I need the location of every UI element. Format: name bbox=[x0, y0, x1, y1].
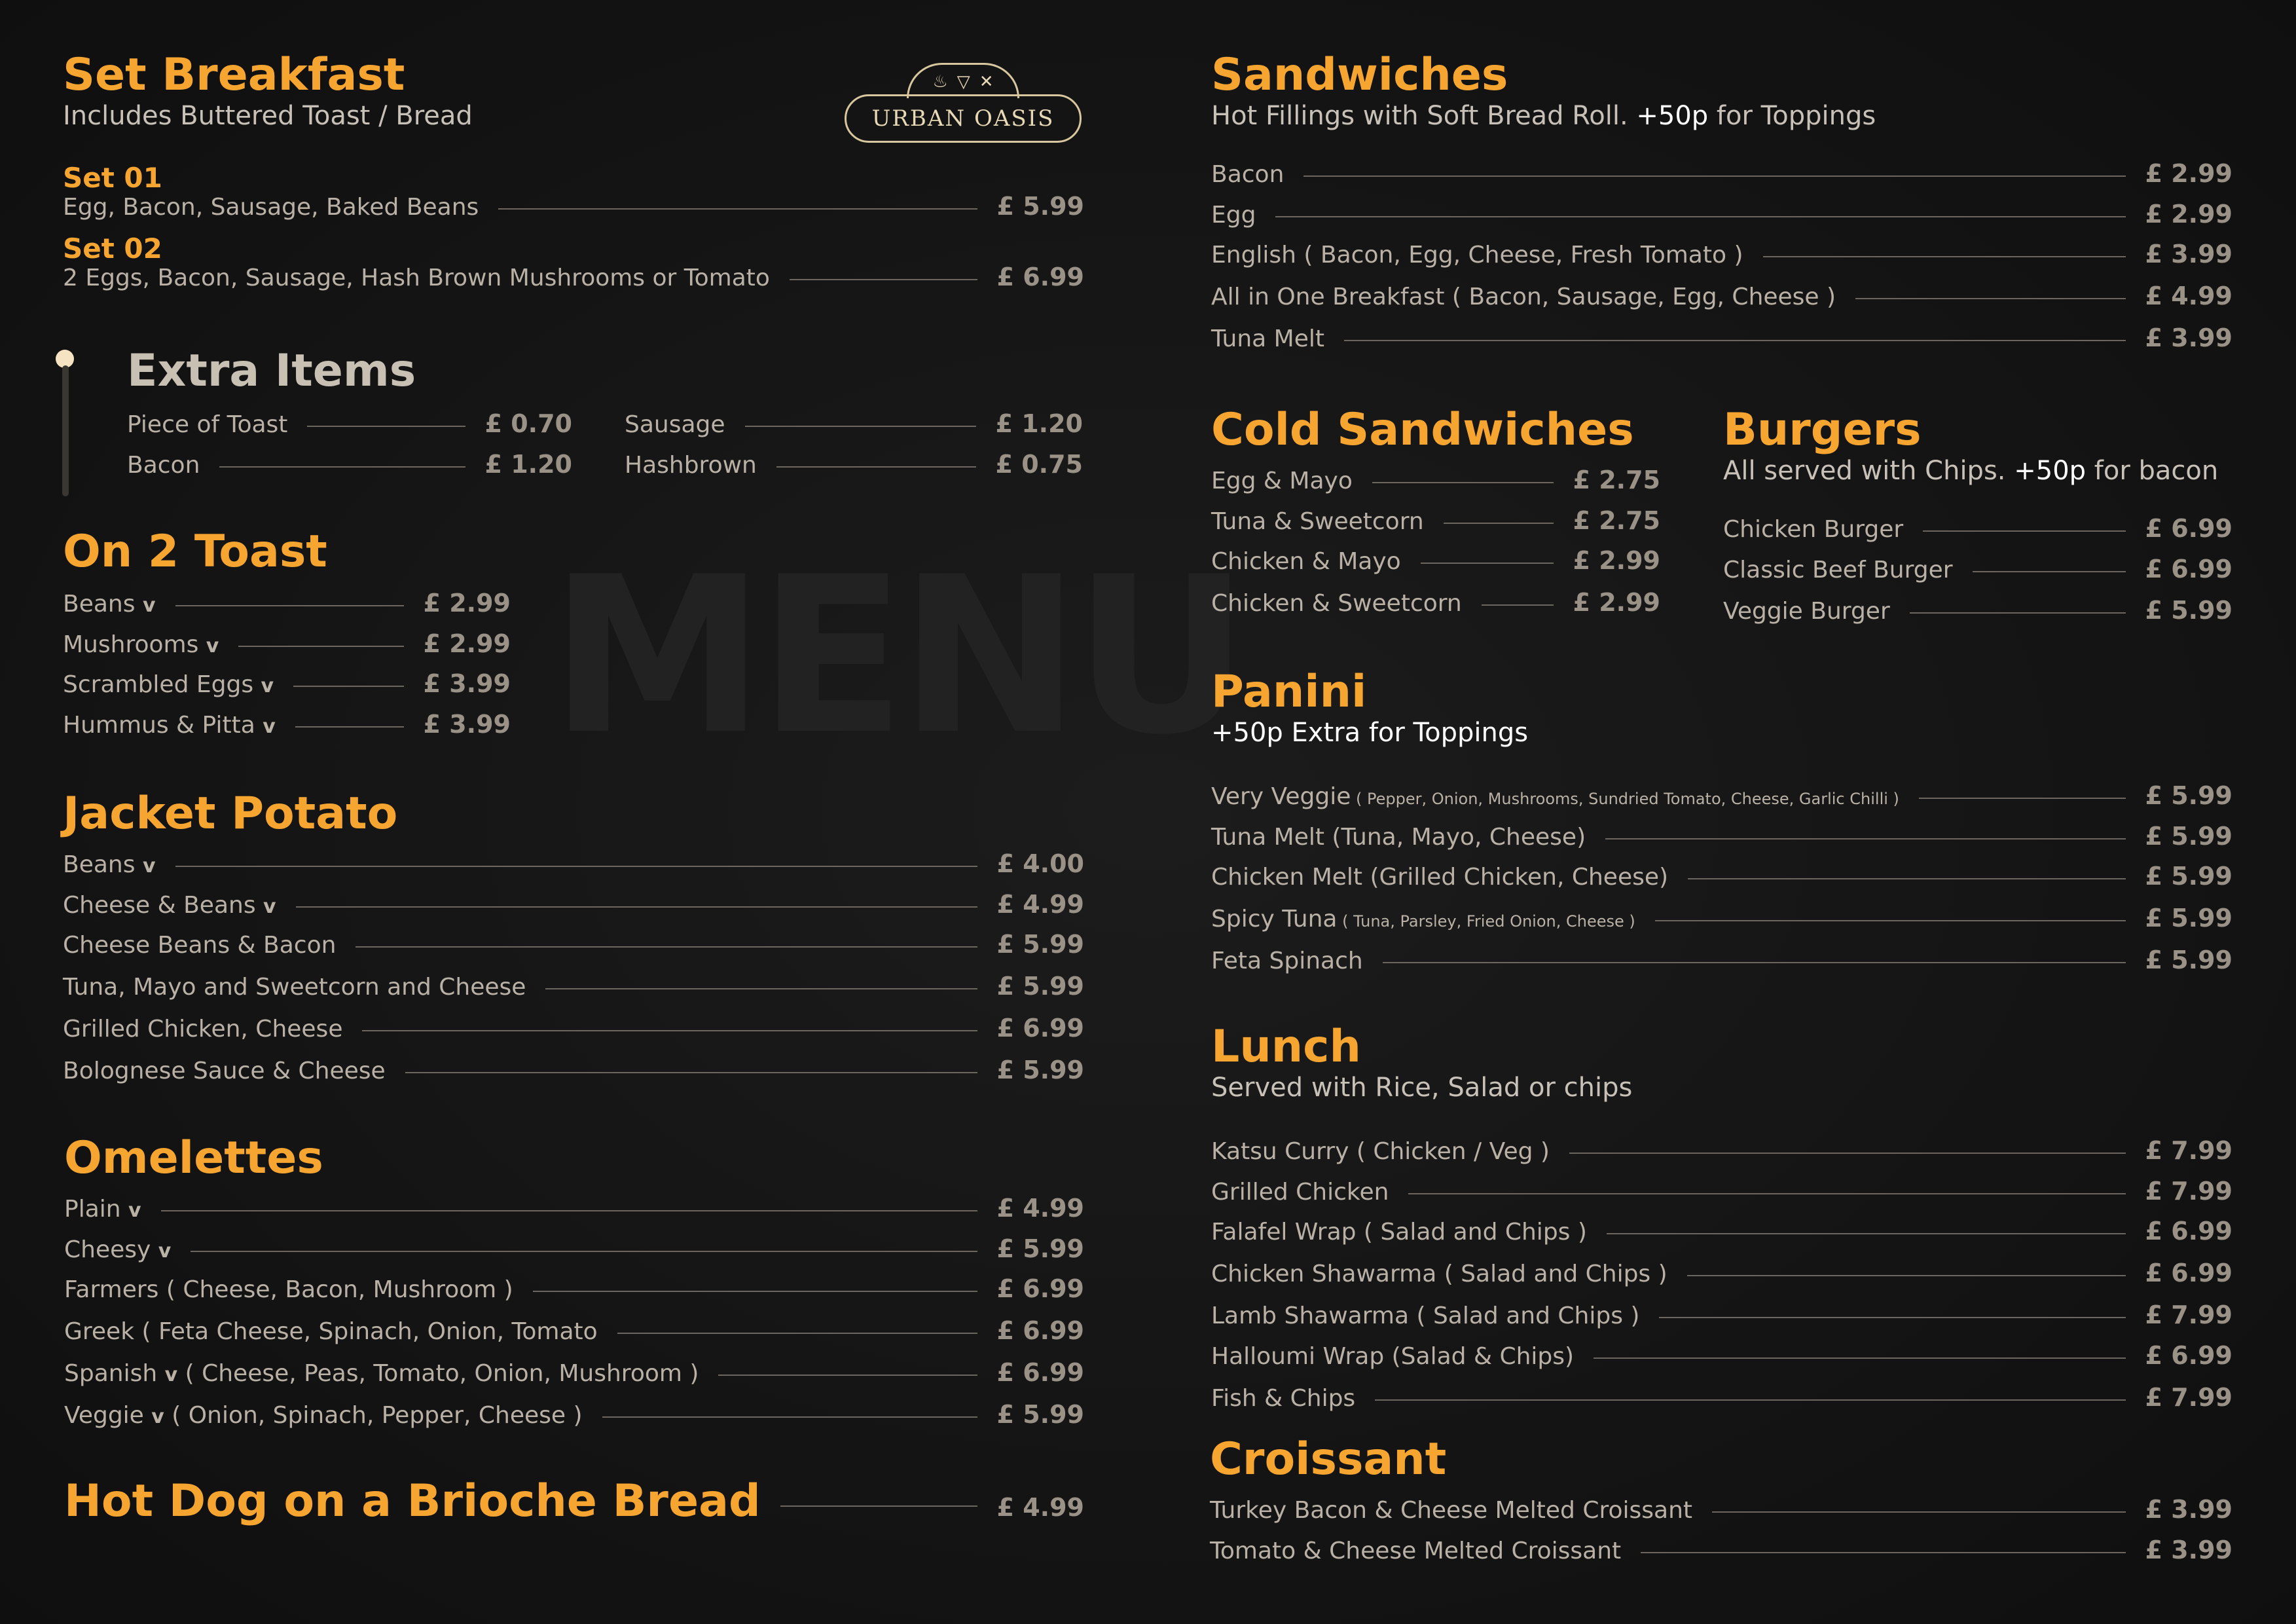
section-subtitle bbox=[1723, 455, 2232, 487]
panini-section bbox=[1211, 668, 2232, 974]
item-price: £ 7.99 bbox=[2145, 1135, 2232, 1165]
item-name: Tomato & Cheese Melted Croissant bbox=[1210, 1537, 1622, 1564]
subtitle-end: for Toppings bbox=[1716, 100, 1876, 131]
item-price: £ 2.99 bbox=[423, 629, 511, 658]
subtitle-end: for bacon bbox=[2094, 455, 2219, 486]
list-item bbox=[1211, 823, 2232, 851]
list-item bbox=[1211, 160, 2232, 188]
item-name: Plain bbox=[64, 1195, 121, 1223]
section-title: Hot Dog on a Brioche Bread bbox=[64, 1475, 761, 1527]
list-item bbox=[63, 851, 1084, 878]
item-name: Halloumi Wrap (Salad & Chips) bbox=[1211, 1342, 1575, 1370]
list-item bbox=[1211, 467, 1660, 494]
list-item bbox=[64, 1359, 1084, 1387]
list-item bbox=[63, 891, 1084, 919]
item-price: £ 2.99 bbox=[2145, 158, 2232, 188]
item-description: ( Onion, Spinach, Pepper, Cheese ) bbox=[164, 1401, 583, 1429]
leader-line bbox=[1375, 1399, 2125, 1401]
list-item bbox=[1211, 241, 2232, 268]
leader-line bbox=[776, 466, 976, 468]
list-item bbox=[64, 1477, 1084, 1526]
item-name: Grilled Chicken, Cheese bbox=[63, 1015, 343, 1043]
item-price: £ 6.99 bbox=[996, 1013, 1084, 1043]
item-price: £ 6.99 bbox=[996, 1274, 1084, 1304]
vegetarian-mark: v bbox=[128, 1198, 141, 1222]
leader-line bbox=[175, 866, 977, 867]
flame-icon: ♨ bbox=[932, 71, 948, 92]
leader-line bbox=[1482, 604, 1554, 606]
section-title: Burgers bbox=[1723, 404, 1922, 456]
item-price: £ 6.99 bbox=[2145, 554, 2232, 583]
section-title: On 2 Toast bbox=[63, 526, 327, 578]
leader-line bbox=[1421, 563, 1554, 564]
item-name: Mushrooms bbox=[63, 631, 199, 658]
item-price: £ 3.99 bbox=[2145, 323, 2232, 352]
item-name: Tuna, Mayo and Sweetcorn and Cheese bbox=[63, 974, 526, 1001]
section-title: Extra Items bbox=[127, 345, 416, 397]
item-name: Spanish bbox=[64, 1359, 158, 1387]
item-name: Chicken & Sweetcorn bbox=[1211, 590, 1462, 618]
vegetarian-mark: v bbox=[206, 634, 219, 657]
item-name: Feta Spinach bbox=[1211, 947, 1363, 974]
list-item bbox=[63, 931, 1084, 959]
item-price: £ 1.20 bbox=[484, 449, 572, 479]
item-price: £ 4.99 bbox=[996, 1493, 1084, 1522]
leader-line bbox=[1444, 523, 1554, 524]
item-name: Falafel Wrap ( Salad and Chips ) bbox=[1211, 1219, 1587, 1246]
leader-line bbox=[718, 1375, 977, 1376]
item-name: Hashbrown bbox=[625, 451, 757, 479]
item-price: £ 2.99 bbox=[1573, 546, 1660, 576]
subtitle-highlight: +50p bbox=[2014, 455, 2086, 486]
leader-line bbox=[790, 279, 977, 280]
leader-line bbox=[219, 466, 465, 468]
item-name: Turkey Bacon & Cheese Melted Croissant bbox=[1210, 1496, 1692, 1524]
sandwiches-section bbox=[1211, 51, 2232, 352]
item-price: £ 4.99 bbox=[996, 889, 1084, 919]
vegetarian-mark: v bbox=[263, 715, 276, 739]
list-item bbox=[63, 1057, 1084, 1084]
item-price: £ 3.99 bbox=[2145, 240, 2232, 269]
section-title: Panini bbox=[1211, 666, 1367, 718]
section-title: Cold Sandwiches bbox=[1211, 404, 1634, 456]
leader-line bbox=[602, 1416, 977, 1418]
item-price: £ 6.99 bbox=[996, 1357, 1084, 1387]
list-item bbox=[1211, 783, 2232, 810]
item-name: Cheese & Beans bbox=[63, 891, 256, 919]
omelettes-section bbox=[64, 1134, 1084, 1429]
leader-line bbox=[745, 426, 976, 427]
list-item bbox=[1211, 1384, 2232, 1412]
item-description: ( Cheese, Peas, Tomato, Onion, Mushroom ) bbox=[177, 1359, 699, 1387]
set-item bbox=[63, 163, 1084, 221]
item-name: Tuna Melt bbox=[1211, 325, 1324, 352]
list-item bbox=[1211, 947, 2232, 974]
item-price: £ 6.99 bbox=[996, 262, 1084, 291]
item-price: £ 3.99 bbox=[423, 710, 511, 739]
item-price: £ 2.99 bbox=[423, 588, 511, 618]
subtitle-highlight: +50p bbox=[1636, 100, 1709, 131]
item-price: £ 5.99 bbox=[996, 191, 1084, 221]
item-price: £ 5.99 bbox=[996, 1399, 1084, 1429]
item-name: Fish & Chips bbox=[1211, 1384, 1356, 1412]
item-name: Chicken Shawarma ( Salad and Chips ) bbox=[1211, 1261, 1667, 1288]
section-title: Lunch bbox=[1211, 1021, 1361, 1073]
leader-line bbox=[1763, 256, 2126, 257]
item-price: £ 0.70 bbox=[484, 409, 572, 438]
item-price: £ 7.99 bbox=[2145, 1300, 2232, 1329]
item-name: Very Veggie bbox=[1211, 783, 1351, 810]
item-name: Chicken & Mayo bbox=[1211, 548, 1401, 576]
leader-line bbox=[191, 1251, 977, 1252]
subtitle-text: All served with Chips. bbox=[1723, 455, 2006, 486]
list-item bbox=[1211, 1137, 2232, 1165]
extra-items-marker bbox=[60, 350, 69, 478]
item-price: £ 1.20 bbox=[995, 409, 1083, 438]
item-name: Chicken Melt (Grilled Chicken, Cheese) bbox=[1211, 864, 1669, 891]
leader-line bbox=[1687, 1275, 2126, 1276]
leader-line bbox=[780, 1505, 977, 1507]
brand-name: URBAN OASIS bbox=[871, 105, 1055, 132]
leader-line bbox=[293, 686, 403, 687]
leader-line bbox=[498, 208, 977, 210]
item-price: £ 5.99 bbox=[996, 930, 1084, 959]
item-name: Grilled Chicken bbox=[1211, 1178, 1389, 1206]
item-name: Sausage bbox=[625, 411, 725, 438]
list-item bbox=[1211, 1178, 2232, 1206]
list-item bbox=[1211, 325, 2232, 352]
item-price: £ 3.99 bbox=[2145, 1494, 2232, 1524]
section-subtitle bbox=[1211, 100, 2232, 132]
list-item bbox=[64, 1401, 1084, 1429]
item-price: £ 6.99 bbox=[2145, 1217, 2232, 1246]
item-price: £ 0.75 bbox=[995, 449, 1083, 479]
item-price: £ 6.99 bbox=[2145, 513, 2232, 543]
item-price: £ 7.99 bbox=[2145, 1176, 2232, 1206]
vegetarian-mark: v bbox=[151, 1405, 164, 1428]
item-price: £ 3.99 bbox=[2145, 1535, 2232, 1564]
list-item bbox=[64, 1195, 1084, 1223]
leader-line bbox=[175, 605, 404, 606]
item-name: Egg bbox=[1211, 201, 1256, 229]
list-item bbox=[63, 590, 511, 618]
leader-line bbox=[617, 1333, 977, 1334]
leader-line bbox=[545, 988, 977, 989]
list-item bbox=[1211, 1342, 2232, 1370]
leader-line bbox=[1275, 216, 2125, 217]
item-price: £ 5.99 bbox=[996, 1055, 1084, 1084]
item-name: Tuna Melt (Tuna, Mayo, Cheese) bbox=[1211, 823, 1586, 851]
cocktail-icon: ▽ bbox=[957, 71, 970, 92]
item-description: ( Pepper, Onion, Mushrooms, Sundried Tomato, Cheese, Garlic Chilli ) bbox=[1351, 789, 1899, 808]
leader-line bbox=[1712, 1511, 2126, 1513]
list-item bbox=[1210, 1496, 2232, 1524]
list-item bbox=[64, 1318, 1084, 1345]
item-price: £ 5.99 bbox=[2145, 945, 2232, 974]
burgers-section bbox=[1723, 406, 2232, 625]
leader-line bbox=[1605, 838, 2125, 840]
list-item bbox=[1210, 1537, 2232, 1564]
item-name: Piece of Toast bbox=[127, 411, 288, 438]
item-price: £ 2.99 bbox=[1573, 588, 1660, 618]
leader-line bbox=[1641, 1552, 2125, 1553]
section-subtitle: +50p Extra for Toppings bbox=[1211, 717, 1529, 748]
lunch-section bbox=[1211, 1023, 2232, 1411]
leader-line bbox=[296, 906, 977, 908]
item-price: £ 2.75 bbox=[1573, 465, 1660, 494]
item-name: Veggie Burger bbox=[1723, 598, 1890, 625]
item-name: Spicy Tuna bbox=[1211, 906, 1338, 933]
set-label: Set 01 bbox=[63, 161, 162, 194]
item-name: Hummus & Pitta bbox=[63, 712, 255, 739]
item-name: Greek ( Feta Cheese, Spinach, Onion, Tomato bbox=[64, 1318, 598, 1346]
leader-line bbox=[1594, 1357, 2126, 1359]
leader-line bbox=[1607, 1233, 2126, 1234]
item-name: Bolognese Sauce & Cheese bbox=[63, 1057, 386, 1084]
vegetarian-mark: v bbox=[261, 674, 274, 698]
item-name: Beans bbox=[63, 851, 136, 878]
leader-line bbox=[1303, 175, 2125, 177]
section-subtitle: Served with Rice, Salad or chips bbox=[1211, 1072, 1633, 1103]
cutlery-icon: ✕ bbox=[979, 71, 994, 92]
list-item bbox=[625, 411, 1083, 438]
item-name: Cheese Beans & Bacon bbox=[63, 932, 337, 959]
cold-sandwiches-section bbox=[1211, 406, 1660, 617]
leader-line bbox=[1383, 962, 2126, 963]
subtitle-text: Hot Fillings with Soft Bread Roll. bbox=[1211, 100, 1628, 131]
item-name: Katsu Curry ( Chicken / Veg ) bbox=[1211, 1137, 1550, 1165]
leader-line bbox=[238, 646, 403, 647]
item-price: £ 6.99 bbox=[2145, 1259, 2232, 1288]
leader-line bbox=[1344, 340, 2126, 341]
menu-watermark: MENU bbox=[550, 530, 1243, 782]
item-price: £ 2.99 bbox=[2145, 199, 2232, 229]
section-title: Set Breakfast bbox=[63, 49, 405, 101]
item-price: £ 2.75 bbox=[1573, 506, 1660, 535]
list-item bbox=[1211, 589, 1660, 617]
item-price: £ 6.99 bbox=[2145, 1340, 2232, 1370]
list-item bbox=[1211, 1218, 2232, 1246]
leader-line bbox=[1659, 1317, 2125, 1318]
leader-line bbox=[1973, 571, 2126, 572]
leader-line bbox=[405, 1072, 977, 1073]
section-title: Sandwiches bbox=[1211, 49, 1508, 101]
item-name: Classic Beef Burger bbox=[1723, 556, 1953, 583]
item-price: £ 5.99 bbox=[2145, 904, 2232, 933]
vegetarian-mark: v bbox=[164, 1363, 178, 1386]
list-item bbox=[1211, 1260, 2232, 1287]
item-name: Veggie bbox=[64, 1401, 144, 1429]
item-price: £ 5.99 bbox=[2145, 596, 2232, 625]
leader-line bbox=[295, 726, 404, 728]
croissant-section bbox=[1210, 1435, 2232, 1564]
set-item bbox=[63, 234, 1084, 291]
list-item bbox=[1211, 905, 2232, 932]
item-price: £ 7.99 bbox=[2145, 1382, 2232, 1412]
list-item bbox=[1211, 201, 2232, 229]
item-price: £ 5.99 bbox=[2145, 862, 2232, 891]
leader-line bbox=[1655, 920, 2126, 921]
item-price: £ 3.99 bbox=[423, 669, 511, 699]
item-name: English ( Bacon, Egg, Cheese, Fresh Tomato ) bbox=[1211, 242, 1743, 269]
item-price: £ 4.99 bbox=[2145, 282, 2232, 311]
list-item bbox=[1211, 1302, 2232, 1329]
list-item bbox=[63, 973, 1084, 1001]
set-label: Set 02 bbox=[63, 232, 162, 265]
item-price: £ 6.99 bbox=[996, 1316, 1084, 1346]
list-item bbox=[1211, 547, 1660, 575]
item-name: Chicken Burger bbox=[1723, 515, 1904, 543]
vegetarian-mark: v bbox=[158, 1239, 172, 1263]
list-item bbox=[127, 411, 572, 438]
list-item bbox=[1211, 863, 2232, 891]
on-2-toast-section bbox=[63, 528, 511, 739]
leader-line bbox=[1919, 798, 2126, 799]
list-item bbox=[1723, 515, 2232, 543]
list-item bbox=[127, 451, 572, 479]
leader-line bbox=[307, 426, 465, 427]
leader-line bbox=[533, 1291, 977, 1292]
leader-line bbox=[1688, 878, 2126, 879]
leader-line bbox=[362, 1030, 977, 1031]
list-item bbox=[64, 1236, 1084, 1263]
item-name: Bacon bbox=[127, 451, 200, 479]
item-price: £ 4.99 bbox=[996, 1193, 1084, 1223]
set-breakfast-section bbox=[63, 51, 1084, 291]
list-item bbox=[1723, 597, 2232, 625]
leader-line bbox=[1569, 1153, 2126, 1154]
item-description: ( Tuna, Parsley, Fried Onion, Cheese ) bbox=[1337, 912, 1635, 931]
list-item bbox=[1211, 283, 2232, 310]
item-price: £ 5.99 bbox=[996, 972, 1084, 1001]
vegetarian-mark: v bbox=[142, 854, 156, 877]
item-name: Cheesy bbox=[64, 1236, 151, 1263]
marker-bar bbox=[62, 365, 69, 496]
item-name: Farmers ( Cheese, Bacon, Mushroom ) bbox=[64, 1276, 513, 1304]
set-description: Egg, Bacon, Sausage, Baked Beans bbox=[63, 193, 479, 221]
leader-line bbox=[1923, 530, 2125, 532]
list-item bbox=[64, 1276, 1084, 1303]
list-item bbox=[63, 671, 511, 698]
item-name: All in One Breakfast ( Bacon, Sausage, Egg, Cheese ) bbox=[1211, 284, 1836, 311]
leader-line bbox=[355, 946, 977, 948]
item-name: Egg & Mayo bbox=[1211, 467, 1353, 494]
section-title: Jacket Potato bbox=[63, 788, 398, 840]
item-price: £ 5.99 bbox=[996, 1234, 1084, 1263]
leader-line bbox=[1855, 298, 2125, 299]
item-name: Tuna & Sweetcorn bbox=[1211, 507, 1424, 535]
list-item bbox=[63, 711, 511, 739]
list-item bbox=[63, 1015, 1084, 1043]
item-price: £ 5.99 bbox=[2145, 821, 2232, 851]
list-item bbox=[1211, 507, 1660, 535]
hot-dog-section bbox=[64, 1477, 1084, 1526]
jacket-potato-section bbox=[63, 790, 1084, 1084]
section-subtitle: Includes Buttered Toast / Bread bbox=[63, 100, 473, 131]
section-title: Omelettes bbox=[64, 1132, 323, 1184]
list-item bbox=[625, 451, 1083, 479]
extra-items-section bbox=[127, 347, 1084, 478]
section-title: Croissant bbox=[1210, 1433, 1447, 1485]
list-item bbox=[1723, 556, 2232, 583]
set-description: 2 Eggs, Bacon, Sausage, Hash Brown Mushrooms or Tomato bbox=[63, 264, 770, 291]
leader-line bbox=[161, 1210, 977, 1211]
list-item bbox=[63, 631, 511, 658]
item-name: Beans bbox=[63, 590, 136, 618]
item-name: Bacon bbox=[1211, 160, 1285, 188]
item-name: Scrambled Eggs bbox=[63, 671, 254, 699]
leader-line bbox=[1372, 482, 1554, 483]
item-name: Lamb Shawarma ( Salad and Chips ) bbox=[1211, 1302, 1640, 1329]
item-price: £ 5.99 bbox=[2145, 781, 2232, 810]
item-price: £ 4.00 bbox=[996, 849, 1084, 878]
vegetarian-mark: v bbox=[263, 895, 276, 918]
leader-line bbox=[1408, 1193, 2125, 1194]
vegetarian-mark: v bbox=[142, 593, 156, 617]
leader-line bbox=[1910, 612, 2126, 614]
